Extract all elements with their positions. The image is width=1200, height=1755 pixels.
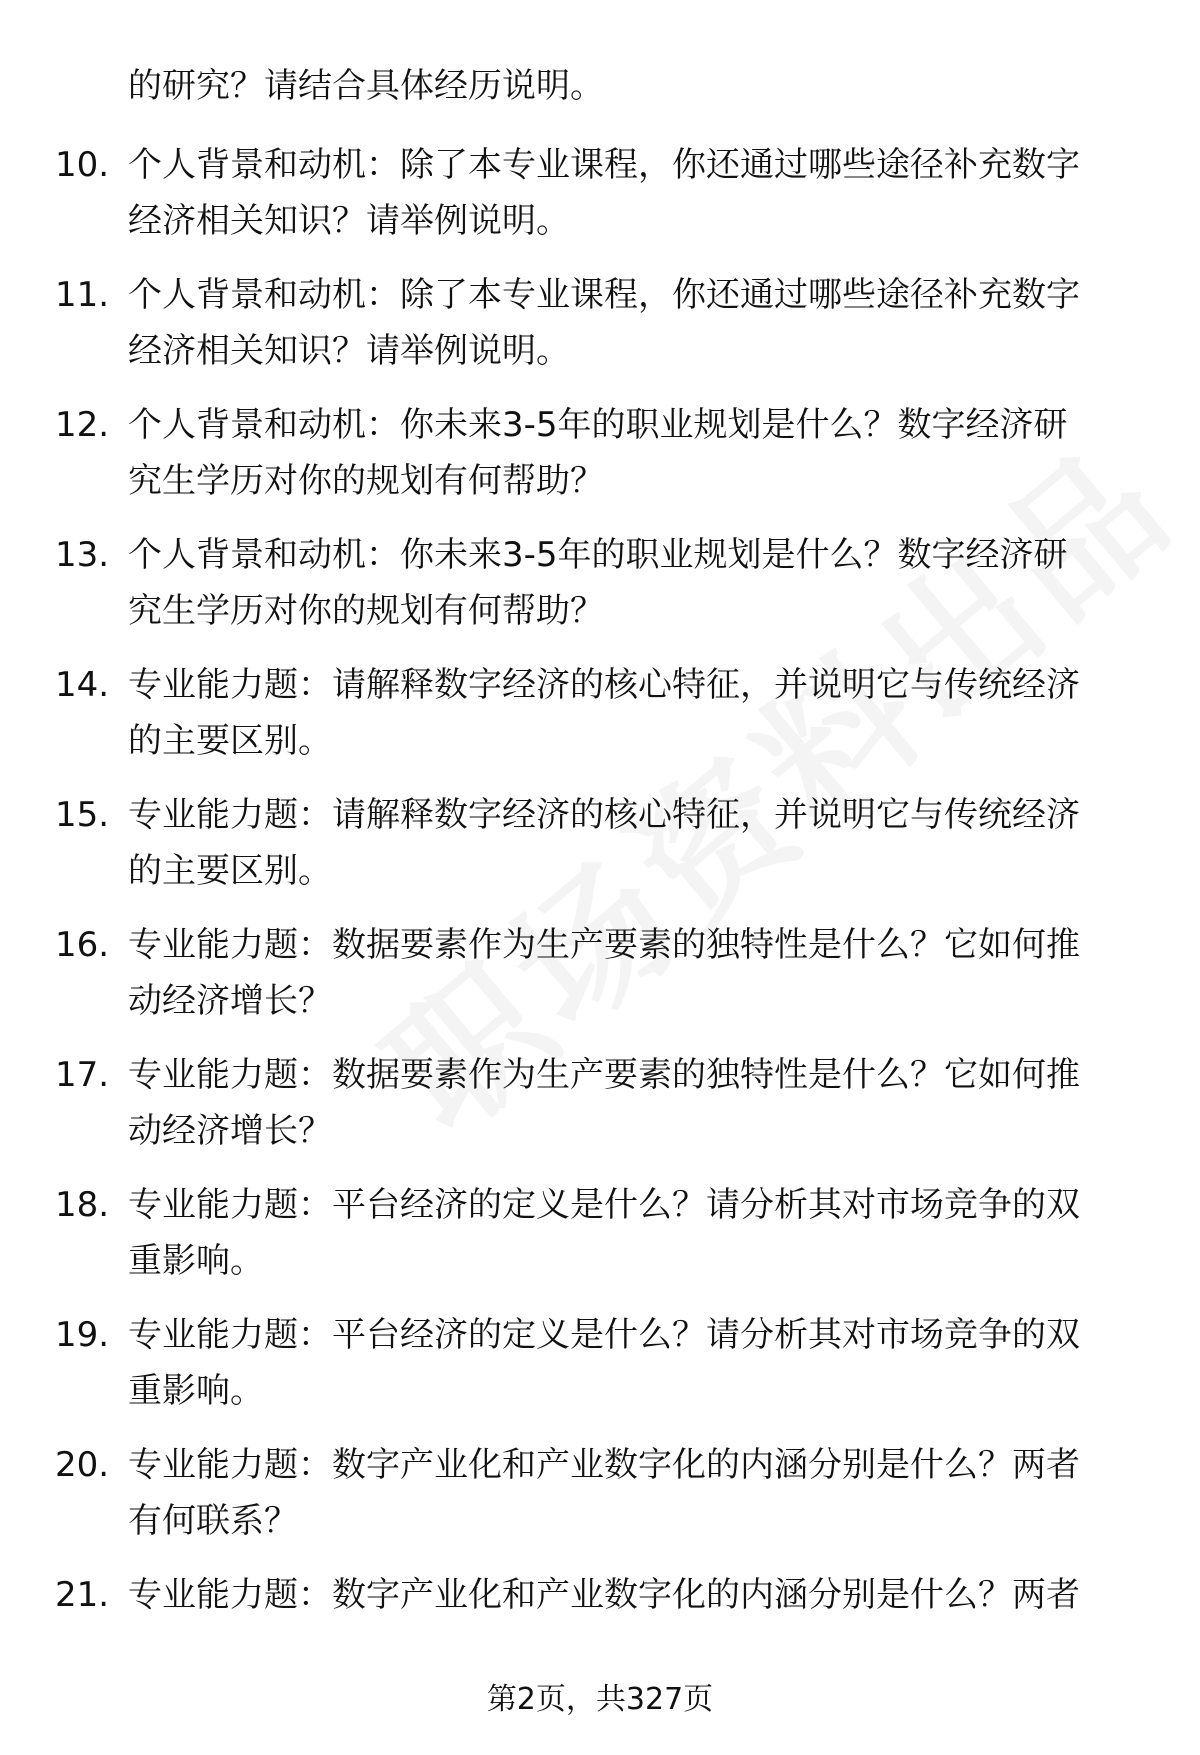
question-line: 个人背景和动机：除了本专业课程，你还通过哪些途径补充数字	[128, 275, 1080, 315]
question-line: 专业能力题：数据要素作为生产要素的独特性是什么？它如何推	[128, 1055, 1080, 1095]
question-number: 17.	[55, 1055, 110, 1095]
question-text	[128, 267, 1148, 379]
continuation-text: 的研究？请结合具体经历说明。	[128, 66, 604, 106]
question-number: 20.	[55, 1445, 110, 1485]
question-text	[128, 917, 1148, 1029]
question-number: 11.	[55, 275, 110, 315]
question-item	[0, 787, 1200, 917]
question-line: 经济相关知识？请举例说明。	[128, 201, 570, 241]
question-text	[128, 1307, 1148, 1419]
question-line: 个人背景和动机：你未来3-5年的职业规划是什么？数字经济研	[128, 535, 1068, 575]
question-line: 个人背景和动机：除了本专业课程，你还通过哪些途径补充数字	[128, 145, 1080, 185]
question-item	[0, 267, 1200, 397]
question-number: 12.	[55, 405, 110, 445]
question-text	[128, 137, 1148, 249]
question-line: 重影响。	[128, 1241, 264, 1281]
question-text	[128, 527, 1148, 639]
question-number: 21.	[55, 1575, 110, 1615]
question-item	[0, 137, 1200, 267]
question-text	[128, 1177, 1148, 1289]
question-line: 究生学历对你的规划有何帮助？	[128, 591, 604, 631]
question-item	[0, 917, 1200, 1047]
question-line: 动经济增长？	[128, 981, 332, 1021]
question-line: 的主要区别。	[128, 721, 332, 761]
question-line: 经济相关知识？请举例说明。	[128, 331, 570, 371]
question-text	[128, 1567, 1148, 1623]
question-item	[0, 657, 1200, 787]
question-item	[0, 1177, 1200, 1307]
question-text	[128, 1437, 1148, 1549]
question-number: 18.	[55, 1185, 110, 1225]
question-list	[0, 137, 1200, 1697]
question-number: 13.	[55, 535, 110, 575]
question-line: 动经济增长？	[128, 1111, 332, 1151]
question-item	[0, 1307, 1200, 1437]
question-line: 专业能力题：请解释数字经济的核心特征，并说明它与传统经济	[128, 665, 1080, 705]
question-line: 究生学历对你的规划有何帮助？	[128, 461, 604, 501]
question-item	[0, 397, 1200, 527]
question-item	[0, 527, 1200, 657]
question-line: 专业能力题：数据要素作为生产要素的独特性是什么？它如何推	[128, 925, 1080, 965]
page-footer: 第2页，共327页	[486, 1682, 714, 1717]
question-line: 的主要区别。	[128, 851, 332, 891]
question-text	[128, 787, 1148, 899]
question-text	[128, 657, 1148, 769]
question-line: 重影响。	[128, 1371, 264, 1411]
question-line: 专业能力题：请解释数字经济的核心特征，并说明它与传统经济	[128, 795, 1080, 835]
question-number: 19.	[55, 1315, 110, 1355]
question-line: 专业能力题：平台经济的定义是什么？请分析其对市场竞争的双	[128, 1315, 1080, 1355]
question-text	[128, 397, 1148, 509]
question-item	[0, 1567, 1200, 1697]
question-text	[128, 1047, 1148, 1159]
question-line: 有何联系？	[128, 1501, 298, 1541]
question-number: 10.	[55, 145, 110, 185]
question-number: 14.	[55, 665, 110, 705]
question-item	[0, 1047, 1200, 1177]
question-line: 个人背景和动机：你未来3-5年的职业规划是什么？数字经济研	[128, 405, 1068, 445]
question-line: 专业能力题：数字产业化和产业数字化的内涵分别是什么？两者	[128, 1445, 1080, 1485]
question-item	[0, 1437, 1200, 1567]
question-line: 专业能力题：平台经济的定义是什么？请分析其对市场竞争的双	[128, 1185, 1080, 1225]
question-number: 16.	[55, 925, 110, 965]
question-number: 15.	[55, 795, 110, 835]
question-line: 专业能力题：数字产业化和产业数字化的内涵分别是什么？两者	[128, 1575, 1080, 1615]
